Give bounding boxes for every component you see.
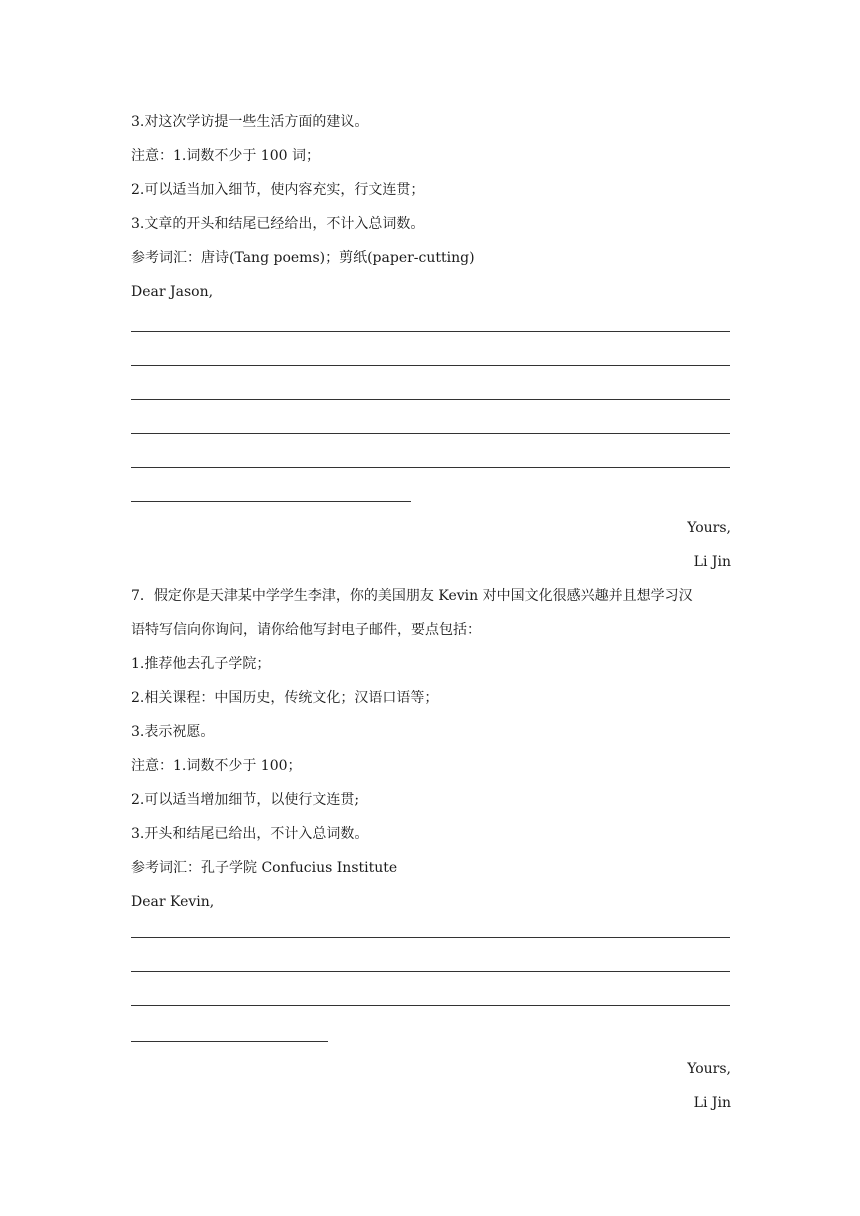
answer-rule[interactable] [131,501,411,502]
point-line: 2.相关课程：中国历史，传统文化；汉语口语等； [131,690,439,706]
answer-rule[interactable] [131,971,730,972]
point-line: 3.表示祝愿。 [131,724,215,740]
vocabulary-line: 参考词汇：唐诗(Tang poems)；剪纸(paper-cutting) [131,250,475,266]
answer-rule[interactable] [131,331,730,332]
signature: Li Jin [693,554,731,570]
answer-rule[interactable] [131,1041,328,1042]
answer-rule[interactable] [131,937,730,938]
salutation: Dear Jason, [131,284,214,300]
note-line: 注意：1.词数不少于 100 词； [131,148,320,164]
answer-rule[interactable] [131,1005,730,1006]
closing: Yours, [687,1061,731,1077]
salutation: Dear Kevin, [131,894,215,910]
question-line: 7．假定你是天津某中学学生李津，你的美国朋友 Kevin 对中国文化很感兴趣并且想学习汉 [131,588,693,604]
note-line: 3.文章的开头和结尾已经给出，不计入总词数。 [131,216,425,232]
closing: Yours, [687,520,731,536]
note-line: 3.开头和结尾已给出，不计入总词数。 [131,826,369,842]
point-line: 1.推荐他去孔子学院； [131,656,271,672]
signature: Li Jin [693,1095,731,1111]
note-line: 注意：1.词数不少于 100； [131,758,302,774]
answer-rule[interactable] [131,433,730,434]
answer-rule[interactable] [131,365,730,366]
question-line: 语特写信向你询问，请你给他写封电子邮件，要点包括： [131,622,481,638]
answer-rule[interactable] [131,467,730,468]
answer-rule[interactable] [131,399,730,400]
instruction-line: 3.对这次学访提一些生活方面的建议。 [131,114,369,130]
note-line: 2.可以适当加入细节，使内容充实，行文连贯； [131,182,425,198]
note-line: 2.可以适当增加细节，以使行文连贯; [131,792,360,808]
vocabulary-line: 参考词汇：孔子学院 Confucius Institute [131,860,398,876]
